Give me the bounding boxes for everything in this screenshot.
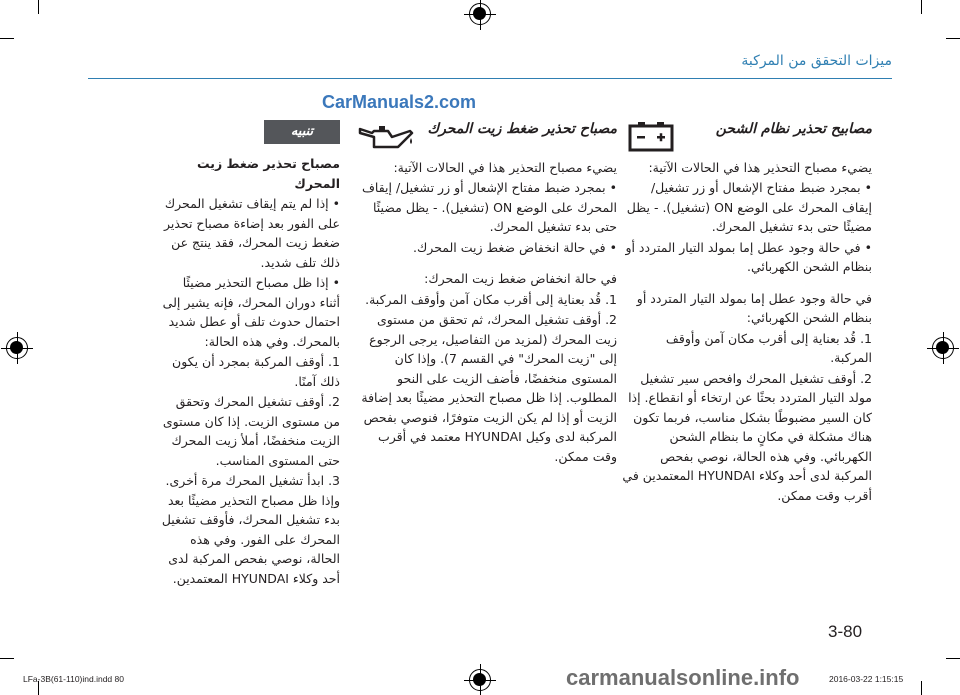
step-item: 2. أوقف تشغيل المحرك وتحقق من مستوى الزيت. إذا كان مستوى الزيت منخفضًا، أملأ زيت المحرك حتى المستوى المناسب. <box>162 394 340 468</box>
bullet-item: • إذا ظل مصباح التحذير مضيئًا أثناء دوران المحرك، فإنه يشير إلى احتمال حدوث تلف أو عطل شديد بالمحرك. وفي هذه الحالة: <box>162 275 340 349</box>
registration-mark-icon <box>469 3 491 25</box>
charging-system-section <box>622 120 872 506</box>
intro-text: يضيء مصباح التحذير هذا في الحالات الآتية: <box>648 159 872 175</box>
step-item: 1. قُد بعناية إلى أقرب مكان آمن وأوقف المركبة. <box>665 330 872 365</box>
bullet-item: • في حالة وجود عطل إما بمولد التيار المتردد أو بنظام الشحن الكهربائي. <box>625 239 872 274</box>
step-item: 2. أوقف تشغيل المحرك وافحص سير تشغيل مولد التيار المتردد بحثًا عن ارتخاء أو انقطاع. إذا كان السير مضبوطًا بشكل مناسب، فربما تكون هناك مشكلة في مكانٍ ما بنظام الشحن الكهربائي. وفي هذه الحالة، نوصي بفحص المركبة لدى أحد وكلاء HYUNDAI المعتمدين في أقرب وقت ممكن. <box>622 370 872 503</box>
oil-pressure-section <box>355 120 617 467</box>
bullet-item: • في حالة انخفاض ضغط زيت المحرك. <box>413 239 617 255</box>
watermark-top: CarManuals2.com <box>322 92 477 112</box>
header-divider <box>88 78 892 79</box>
crop-mark <box>38 0 39 14</box>
crop-mark <box>0 38 14 39</box>
caution-heading: تنبيه <box>264 120 340 144</box>
caution-section <box>160 120 340 589</box>
step-item: 2. أوقف تشغيل المحرك، ثم تحقق من مستوى زيت المحرك (لمزيد من التفاصيل، يرجى الرجوع إلى "زيت المحرك" في القسم 7). وإذا كان المستوى منخفضًا، فأضف الزيت على النحو المطلوب. إذا ظل مصباح التحذير مضيئًا بعد إضافة الزيت أو إذا لم يكن الزيت متوفرًا، فنوصي بفحص المركبة لدى وكيل HYUNDAI معتمد في أقرب وقت ممكن. <box>361 312 617 464</box>
step-item: 1. أوقف المركبة بمجرد أن يكون ذلك آمنًا. <box>172 354 340 389</box>
registration-mark-icon <box>469 669 491 691</box>
caution-box <box>160 120 340 144</box>
registration-mark-icon <box>6 337 28 359</box>
page-number: 3-80 <box>828 622 863 641</box>
section-title: ميزات التحقق من المركبة <box>741 53 892 69</box>
bullet-item: • بمجرد ضبط مفتاح الإشعال أو زر تشغيل/ إيقاف المحرك على الوضع ON (تشغيل). - يظل مضيئًا حتى بدء تشغيل المحرك. <box>626 180 872 234</box>
section-heading: مصابيح تحذير نظام الشحن <box>715 121 872 137</box>
crop-mark <box>946 658 960 659</box>
crop-mark <box>946 38 960 39</box>
crop-mark <box>921 681 922 695</box>
crop-mark <box>921 0 922 14</box>
intro-text: يضيء مصباح التحذير هذا في الحالات الآتية: <box>393 159 617 175</box>
registration-mark-icon <box>932 337 954 359</box>
caution-subheading: مصباح تحذير ضغط زيت المحرك <box>197 156 340 191</box>
step-item: 3. ابدأ تشغيل المحرك مرة أخرى. وإذا ظل مصباح التحذير مضيئًا بعد بدء تشغيل المحرك، فأوقف تشغيل المحرك على الفور. وفي هذه الحالة، نوصي بفحص المركبة لدى أحد وكلاء HYUNDAI المعتمدين. <box>161 473 340 586</box>
watermark-bottom: carmanualsonline.info <box>566 665 800 690</box>
footer-timestamp: 2016-03-22 1:15:15 <box>829 674 904 684</box>
bullet-item: • إذا لم يتم إيقاف تشغيل المحرك على الفور بعد إضاءة مصباح تحذير ضغط زيت المحرك، فقد ينتج عن ذلك تلف شديد. <box>163 196 340 270</box>
footer-filename: LFa-3B(61-110)ind.indd 80 <box>23 674 124 684</box>
section-heading: مصباح تحذير ضغط زيت المحرك <box>427 121 617 137</box>
bullet-item: • بمجرد ضبط مفتاح الإشعال أو زر تشغيل/ إيقاف المحرك على الوضع ON (تشغيل). - يظل مضيئًا حتى بدء تشغيل المحرك. <box>361 180 617 234</box>
crop-mark <box>0 658 14 659</box>
step-item: 1. قُد بعناية إلى أقرب مكان آمن وأوقف المركبة. <box>365 291 617 307</box>
case-title: في حالة وجود عطل إما بمولد التيار المتردد أو بنظام الشحن الكهربائي: <box>636 290 872 325</box>
case-title: في حالة انخفاض ضغط زيت المحرك: <box>424 271 617 286</box>
